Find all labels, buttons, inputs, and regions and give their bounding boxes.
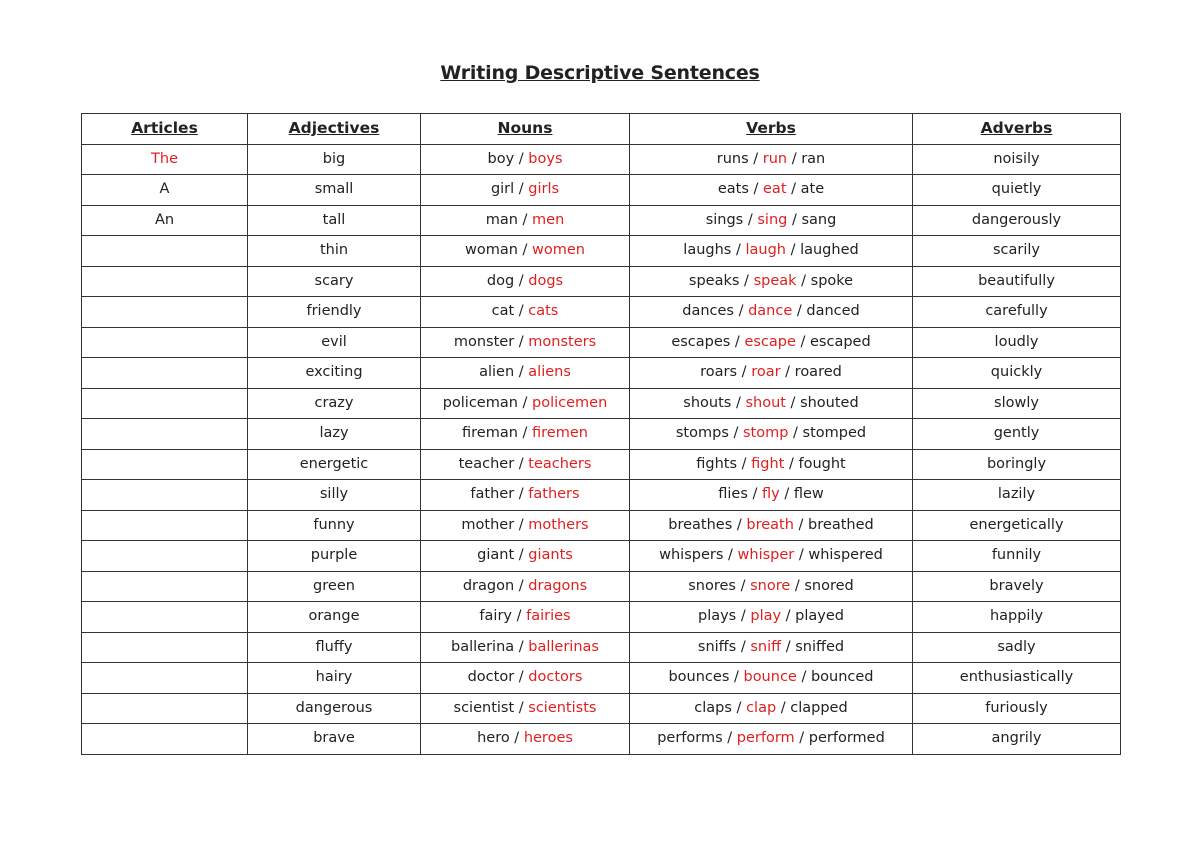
adjective-cell: green [248, 571, 421, 602]
article-word: A [159, 181, 170, 198]
article-cell [82, 388, 248, 419]
verb-past: sniffed [795, 638, 845, 655]
separator: / [723, 547, 738, 564]
table-row [82, 724, 1121, 755]
verb-base: fly [762, 486, 780, 503]
noun-singular: dragon [462, 577, 515, 594]
adverb-cell: beautifully [913, 266, 1121, 297]
noun-plural: doctors [528, 669, 583, 686]
noun-singular: girl [490, 181, 515, 198]
verb-present-third: roars [700, 364, 738, 381]
noun-cell [421, 693, 630, 724]
verb-cell [630, 205, 913, 236]
separator: / [514, 699, 529, 716]
separator: / [748, 150, 763, 167]
separator: / [514, 303, 529, 320]
table-row [82, 571, 1121, 602]
separator: / [731, 242, 746, 259]
verb-past: laughed [800, 242, 859, 259]
verb-present-third: runs [716, 150, 749, 167]
header-row [82, 114, 1121, 145]
separator: / [796, 669, 811, 686]
noun-cell [421, 236, 630, 267]
noun-plural: firemen [532, 425, 588, 442]
noun-cell [421, 205, 630, 236]
adjective-cell: silly [248, 480, 421, 511]
adjective-cell: dangerous [248, 693, 421, 724]
noun-plural: monsters [528, 333, 597, 350]
verb-base: clap [746, 699, 777, 716]
separator: / [517, 242, 533, 259]
noun-singular: teacher [458, 455, 515, 472]
article-word: An [154, 211, 175, 228]
verb-base: laugh [745, 242, 786, 259]
table-row [82, 358, 1121, 389]
verb-cell [630, 632, 913, 663]
noun-singular: hero [477, 730, 510, 747]
noun-singular: man [485, 211, 518, 228]
verb-cell [630, 663, 913, 694]
verb-base: bounce [743, 669, 797, 686]
adjective-cell: orange [248, 602, 421, 633]
verb-present-third: flies [718, 486, 748, 503]
article-cell [82, 480, 248, 511]
separator: / [737, 364, 752, 381]
adverb-cell: gently [913, 419, 1121, 450]
verb-base: shout [745, 394, 786, 411]
verb-base: fight [751, 455, 785, 472]
noun-cell [421, 724, 630, 755]
verb-past: stomped [802, 425, 867, 442]
adverb-cell: loudly [913, 327, 1121, 358]
article-cell [82, 297, 248, 328]
separator: / [747, 486, 762, 503]
separator: / [736, 608, 751, 625]
noun-singular: mother [461, 516, 515, 533]
article-cell [82, 510, 248, 541]
noun-plural: dragons [528, 577, 588, 594]
article-cell [82, 663, 248, 694]
verb-present-third: breathes [668, 516, 733, 533]
verb-past: flew [793, 486, 824, 503]
article-cell [82, 449, 248, 480]
verb-cell [630, 541, 913, 572]
separator: / [514, 455, 529, 472]
verb-present-third: bounces [668, 669, 730, 686]
noun-singular: policeman [442, 394, 518, 411]
noun-cell [421, 480, 630, 511]
separator: / [737, 455, 752, 472]
article-word: The [151, 150, 178, 167]
verb-past: breathed [808, 516, 874, 533]
noun-singular: ballerina [451, 638, 515, 655]
separator: / [739, 272, 754, 289]
separator: / [787, 150, 802, 167]
verb-present-third: claps [694, 699, 732, 716]
noun-cell [421, 449, 630, 480]
separator: / [729, 669, 744, 686]
verb-past: escaped [810, 333, 871, 350]
table-row [82, 663, 1121, 694]
separator: / [514, 669, 529, 686]
separator: / [722, 730, 737, 747]
separator: / [509, 730, 524, 747]
separator: / [796, 272, 811, 289]
adverb-cell: energetically [913, 510, 1121, 541]
noun-plural: ballerinas [528, 638, 599, 655]
noun-singular: scientist [453, 699, 515, 716]
noun-cell [421, 266, 630, 297]
article-cell [82, 632, 248, 663]
verb-present-third: stomps [675, 425, 729, 442]
article-cell [82, 205, 248, 236]
verb-present-third: performs [657, 730, 723, 747]
noun-plural: scientists [528, 699, 597, 716]
article-cell [82, 419, 248, 450]
table-row [82, 693, 1121, 724]
verb-base: speak [753, 272, 797, 289]
separator: / [790, 577, 805, 594]
noun-cell [421, 419, 630, 450]
adverb-cell: dangerously [913, 205, 1121, 236]
noun-plural: cats [528, 303, 559, 320]
verb-cell [630, 327, 913, 358]
separator: / [788, 425, 803, 442]
noun-plural: policemen [532, 394, 608, 411]
header-adverbs: Adverbs [913, 114, 1121, 145]
verb-past: ran [801, 150, 826, 167]
separator: / [733, 303, 749, 320]
noun-singular: monster [453, 333, 515, 350]
noun-plural: heroes [523, 730, 573, 747]
table-body [82, 144, 1121, 754]
adjective-cell: thin [248, 236, 421, 267]
separator: / [514, 364, 529, 381]
noun-plural: women [532, 242, 585, 259]
header-articles: Articles [82, 114, 248, 145]
table-row [82, 510, 1121, 541]
verb-past: ate [800, 181, 825, 198]
table-row [82, 480, 1121, 511]
noun-singular: woman [464, 242, 518, 259]
adverb-cell: noisily [913, 144, 1121, 175]
verb-present-third: speaks [688, 272, 740, 289]
adverb-cell: sadly [913, 632, 1121, 663]
noun-cell [421, 510, 630, 541]
adjective-cell: exciting [248, 358, 421, 389]
verb-base: eat [763, 181, 787, 198]
noun-cell [421, 175, 630, 206]
verb-present-third: plays [697, 608, 737, 625]
noun-cell [421, 541, 630, 572]
verb-cell [630, 266, 913, 297]
adverb-cell: carefully [913, 297, 1121, 328]
verb-cell [630, 175, 913, 206]
table-row [82, 541, 1121, 572]
verb-base: dance [748, 303, 793, 320]
adverb-cell: quickly [913, 358, 1121, 389]
adjective-cell: big [248, 144, 421, 175]
adjective-cell: energetic [248, 449, 421, 480]
verb-base: perform [736, 730, 795, 747]
separator: / [731, 699, 747, 716]
noun-cell [421, 327, 630, 358]
adverb-cell: quietly [913, 175, 1121, 206]
separator: / [795, 333, 811, 350]
adverb-cell: funnily [913, 541, 1121, 572]
adverb-cell: slowly [913, 388, 1121, 419]
verb-past: played [795, 608, 844, 625]
separator: / [780, 364, 795, 381]
separator: / [517, 425, 533, 442]
verb-cell [630, 144, 913, 175]
adjective-cell: hairy [248, 663, 421, 694]
separator: / [728, 425, 743, 442]
noun-plural: fairies [526, 608, 571, 625]
table-row [82, 632, 1121, 663]
separator: / [732, 516, 747, 533]
noun-singular: cat [491, 303, 515, 320]
header-verbs: Verbs [630, 114, 913, 145]
separator: / [781, 638, 796, 655]
article-cell [82, 541, 248, 572]
article-cell [82, 571, 248, 602]
separator: / [792, 303, 807, 320]
noun-singular: fireman [462, 425, 518, 442]
separator: / [784, 455, 799, 472]
separator: / [786, 181, 801, 198]
article-cell [82, 175, 248, 206]
noun-singular: dog [486, 272, 515, 289]
separator: / [776, 699, 791, 716]
verb-base: sing [757, 211, 788, 228]
noun-plural: fathers [528, 486, 580, 503]
adjective-cell: small [248, 175, 421, 206]
noun-cell [421, 297, 630, 328]
verb-base: breath [746, 516, 794, 533]
adverb-cell: enthusiastically [913, 663, 1121, 694]
verb-present-third: fights [696, 455, 738, 472]
verb-cell [630, 419, 913, 450]
separator: / [748, 181, 764, 198]
verb-past: fought [798, 455, 846, 472]
adverb-cell: scarily [913, 236, 1121, 267]
table-row [82, 175, 1121, 206]
noun-cell [421, 358, 630, 389]
separator: / [785, 394, 801, 411]
verb-cell [630, 724, 913, 755]
separator: / [517, 211, 533, 228]
verb-base: run [762, 150, 788, 167]
table-row [82, 297, 1121, 328]
table-row [82, 236, 1121, 267]
adverb-cell: boringly [913, 449, 1121, 480]
noun-plural: teachers [528, 455, 592, 472]
separator: / [514, 577, 529, 594]
table-row [82, 266, 1121, 297]
noun-plural: mothers [528, 516, 589, 533]
adverb-cell: lazily [913, 480, 1121, 511]
verb-base: snore [750, 577, 791, 594]
header-adjectives: Adjectives [248, 114, 421, 145]
verb-base: sniff [750, 638, 782, 655]
separator: / [514, 547, 529, 564]
separator: / [779, 486, 794, 503]
adjective-cell: fluffy [248, 632, 421, 663]
noun-cell [421, 388, 630, 419]
noun-singular: fairy [479, 608, 512, 625]
verb-base: stomp [742, 425, 789, 442]
verb-present-third: snores [688, 577, 736, 594]
verb-cell [630, 571, 913, 602]
verb-present-third: whispers [659, 547, 724, 564]
adjective-cell: brave [248, 724, 421, 755]
verb-present-third: shouts [683, 394, 732, 411]
separator: / [794, 730, 809, 747]
separator: / [514, 150, 529, 167]
verb-cell [630, 480, 913, 511]
separator: / [785, 242, 801, 259]
separator: / [514, 333, 529, 350]
verb-present-third: escapes [671, 333, 731, 350]
verb-past: roared [794, 364, 842, 381]
verb-past: spoke [810, 272, 854, 289]
separator: / [517, 394, 533, 411]
separator: / [730, 333, 745, 350]
article-cell [82, 266, 248, 297]
table-row [82, 449, 1121, 480]
noun-cell [421, 632, 630, 663]
word-table [81, 113, 1121, 755]
noun-plural: girls [528, 181, 560, 198]
table-row [82, 602, 1121, 633]
article-cell [82, 724, 248, 755]
adjective-cell: lazy [248, 419, 421, 450]
table-row [82, 205, 1121, 236]
verb-past: sang [801, 211, 837, 228]
noun-singular: father [470, 486, 515, 503]
separator: / [793, 516, 809, 533]
separator: / [731, 394, 746, 411]
verb-present-third: laughs [683, 242, 732, 259]
verb-cell [630, 236, 913, 267]
verb-base: whisper [737, 547, 795, 564]
verb-cell [630, 358, 913, 389]
verb-past: snored [804, 577, 854, 594]
separator: / [514, 516, 529, 533]
page-title: Writing Descriptive Sentences [440, 62, 760, 84]
adjective-cell: purple [248, 541, 421, 572]
verb-past: clapped [790, 699, 848, 716]
verb-cell [630, 388, 913, 419]
article-cell [82, 693, 248, 724]
table-row [82, 144, 1121, 175]
separator: / [514, 486, 529, 503]
verb-cell [630, 449, 913, 480]
article-cell [82, 358, 248, 389]
verb-cell [630, 297, 913, 328]
noun-singular: doctor [467, 669, 515, 686]
noun-plural: men [532, 211, 565, 228]
noun-cell [421, 663, 630, 694]
adjective-cell: funny [248, 510, 421, 541]
verb-past: shouted [800, 394, 859, 411]
adjective-cell: friendly [248, 297, 421, 328]
verb-past: bounced [810, 669, 874, 686]
separator: / [511, 608, 527, 625]
verb-cell [630, 510, 913, 541]
verb-present-third: dances [682, 303, 734, 320]
adverb-cell: angrily [913, 724, 1121, 755]
noun-singular: alien [479, 364, 515, 381]
verb-cell [630, 693, 913, 724]
noun-plural: dogs [528, 272, 564, 289]
article-cell [82, 327, 248, 358]
table-row [82, 327, 1121, 358]
article-cell [82, 602, 248, 633]
verb-base: play [750, 608, 782, 625]
noun-singular: boy [487, 150, 515, 167]
verb-past: whispered [808, 547, 883, 564]
adjective-cell: crazy [248, 388, 421, 419]
noun-cell [421, 602, 630, 633]
header-nouns: Nouns [421, 114, 630, 145]
verb-base: roar [751, 364, 781, 381]
noun-singular: giant [477, 547, 515, 564]
verb-cell [630, 602, 913, 633]
article-cell [82, 144, 248, 175]
separator: / [514, 272, 529, 289]
separator: / [794, 547, 809, 564]
adverb-cell: furiously [913, 693, 1121, 724]
adjective-cell: evil [248, 327, 421, 358]
separator: / [781, 608, 796, 625]
article-cell [82, 236, 248, 267]
verb-base: escape [744, 333, 796, 350]
noun-plural: giants [528, 547, 573, 564]
noun-plural: aliens [528, 364, 571, 381]
verb-past: performed [808, 730, 885, 747]
separator: / [743, 211, 758, 228]
adjective-cell: tall [248, 205, 421, 236]
adverb-cell: happily [913, 602, 1121, 633]
noun-cell [421, 144, 630, 175]
adverb-cell: bravely [913, 571, 1121, 602]
noun-cell [421, 571, 630, 602]
verb-present-third: eats [717, 181, 749, 198]
noun-plural: boys [528, 150, 563, 167]
table-row [82, 419, 1121, 450]
verb-past: danced [806, 303, 860, 320]
adjective-cell: scary [248, 266, 421, 297]
separator: / [514, 181, 529, 198]
table-row [82, 388, 1121, 419]
separator: / [736, 638, 751, 655]
verb-present-third: sniffs [697, 638, 737, 655]
verb-present-third: sings [705, 211, 744, 228]
separator: / [735, 577, 751, 594]
separator: / [787, 211, 802, 228]
separator: / [514, 638, 529, 655]
